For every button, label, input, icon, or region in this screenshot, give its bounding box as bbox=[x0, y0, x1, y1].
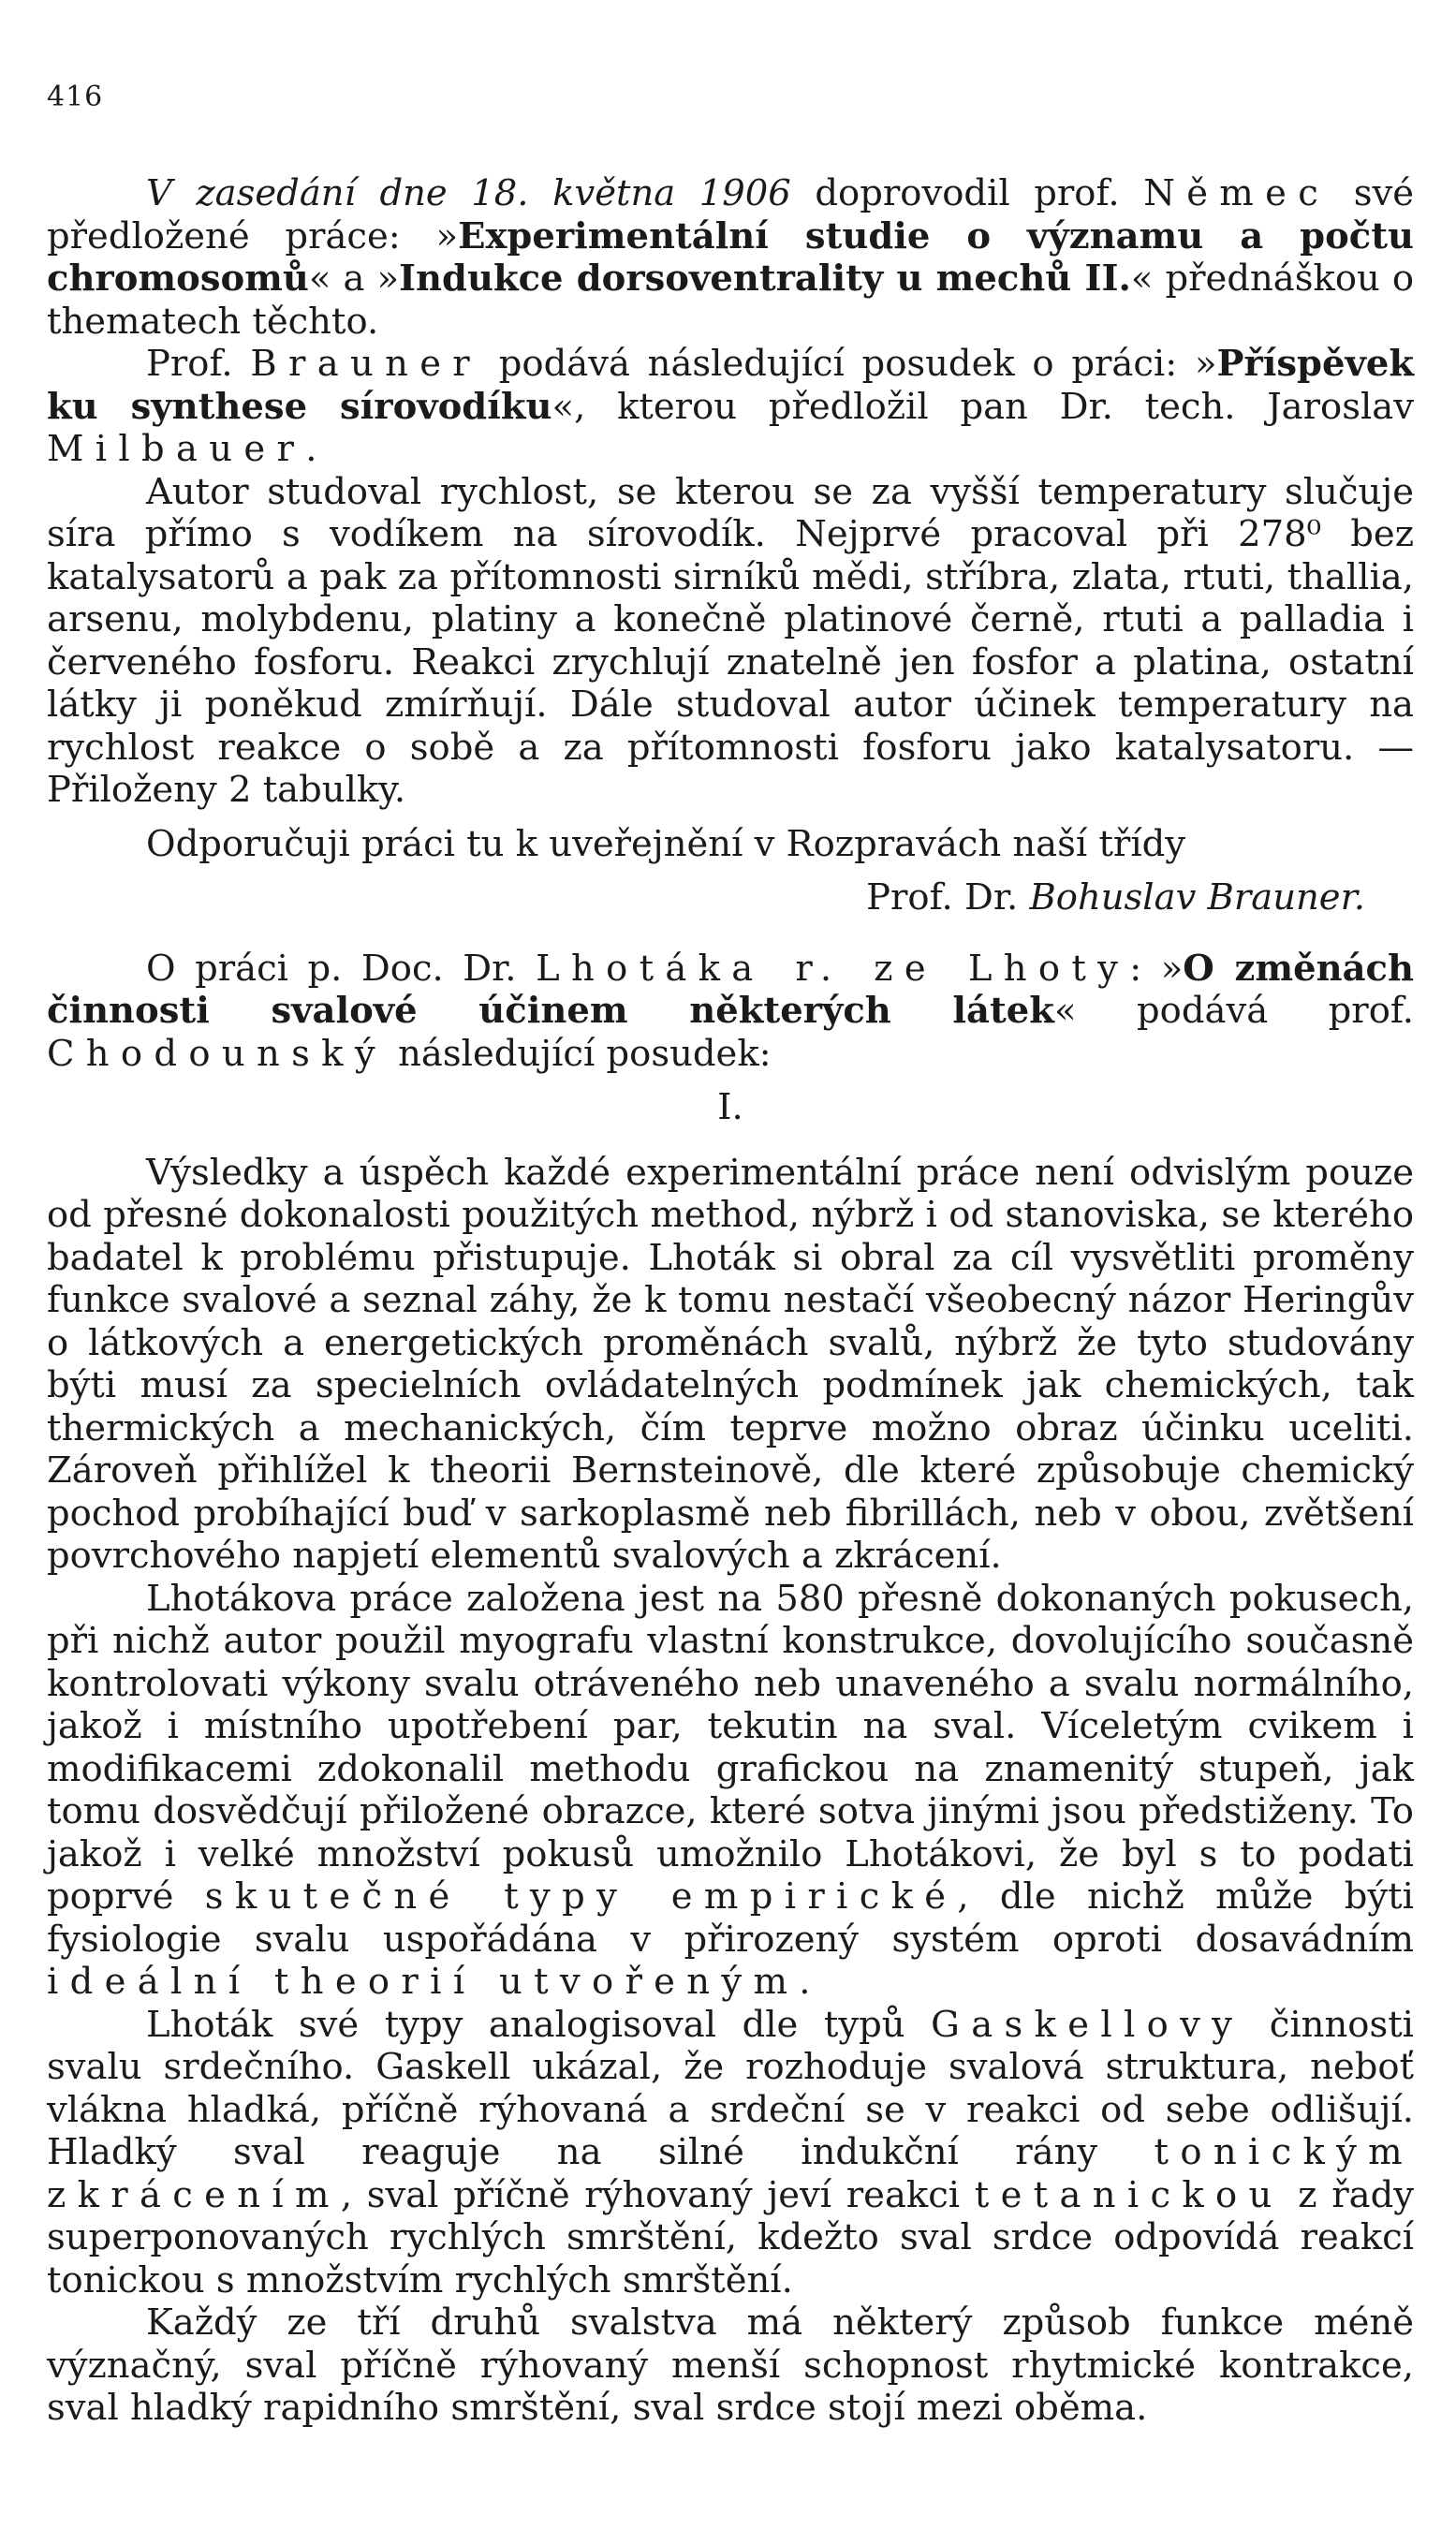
work-title: Příspěvek ku synthese sírovodíku bbox=[47, 343, 1415, 428]
work-title: O změnách činnosti svalové účinem některých látek bbox=[47, 947, 1414, 1032]
paragraph-body: Autor studoval rychlost, se kterou se za vyšší temperatury slučuje síra přímo s vodíkem na sírovodík. Nejprvé pracoval při 278⁰ bez katalysatorů a pak za přítomnosti sirníků mědi, stříbra, zlata, rtuti, thallia, arsenu, molybdenu, platiny a konečně platinové černě, rtuti a palladia i červeného fosforu. Reakci zrychlují znatelně jen fosfor a platina, ostatní látky ji poněkud zmírňují. Dále studoval autor účinek temperatury na rychlost reakce o sobě a za přítomnosti fosforu jako katalysatoru. — Přiloženy 2 tabulky. bbox=[47, 470, 1414, 811]
emphasized-text: tonickým zkrácením bbox=[47, 2131, 1414, 2216]
person-name: Němec bbox=[1143, 172, 1331, 214]
paragraph-body: Lhoták své typy analogisoval dle typů Gaskellovy činnosti svalu srdečního. Gaskell ukázal, že rozhoduje svalová struktura, neboť vlákna hladká, příčně rýhovaná a srdeční se v reakci od sebe odlišují. Hladký sval reaguje na silné indukční rány tonickým zkrácením, sval příčně rýhovaný jeví reakci tetanickou z řady superponovaných rychlých smrštění, kdežto sval srdce odpovídá reakcí tonickou s množstvím rychlých smrštění. bbox=[47, 2003, 1414, 2301]
paragraph-session-report: V zasedání dne 18. května 1906 doprovodil prof. Němec své předložené práce: »Experimentální studie o významu a počtu chromosomů« a »Indukce dorsoventrality u mechů II.« přednáškou o thematech těchto. bbox=[47, 172, 1415, 343]
person-name: Milbauer bbox=[47, 428, 306, 470]
emphasized-text: tetanickou bbox=[974, 2173, 1284, 2216]
session-date: V zasedání dne 18. května 1906 bbox=[146, 172, 791, 214]
signature: Prof. Dr. Bohuslav Brauner. bbox=[866, 876, 1365, 919]
paragraph-body: Každý ze tří druhů svalstva má některý způsob funkce méně význačný, sval příčně rýhovaný menší schopnost rhytmické kontrakce, sval hladký rapidního smrštění, sval srdce stojí mezi oběma. bbox=[47, 2301, 1414, 2429]
person-name: Brauner bbox=[250, 343, 482, 385]
paragraph-recommendation: Odporučuji práci tu k uveřejnění v Rozpravách naší třídy bbox=[146, 822, 1186, 865]
section-number: I. bbox=[717, 1086, 743, 1128]
paragraph-brauner-review: Prof. Brauner podává následující posudek o práci: »Příspěvek ku synthese sírovodíku«, kterou předložil pan Dr. tech. Jaroslav Milbauer. bbox=[47, 343, 1415, 470]
work-title: Experimentální studie o významu a počtu chromosomů bbox=[47, 214, 1414, 300]
paragraph-body: Výsledky a úspěch každé experimentální práce není odvislým pouze od přesné dokonalosti použitých method, nýbrž i od stanoviska, se kterého badatel k problému přistupuje. Lhoták si obral za cíl vysvětliti proměny funkce svalové a seznal záhy, že k tomu nestačí všeobecný názor Heringův o látkových a energetických proměnách svalů, nýbrž že tyto studovány býti musí za specielních ovládatelných podmínek jak chemických, tak thermických a mechanických, čím teprve možno obraz účinku uceliti. Zároveň přihlížel k theorii Bernsteinově, dle které způsobuje chemický pochod probíhající buď v sarkoplasmě neb fibrillách, neb v obou, zvětšení povrchového napjetí elementů svalových a zkrácení. bbox=[47, 1151, 1414, 1577]
paragraph-lhotak-intro: O práci p. Doc. Dr. Lhotáka r. ze Lhoty: »O změnách činnosti svalové účinem některých látek« podává prof. Chodounský následující posudek: bbox=[47, 947, 1414, 1075]
top-block bbox=[47, 172, 1414, 2430]
work-title: Indukce dorsoventrality u mechů II. bbox=[399, 257, 1131, 300]
person-name: Lhotáka r. ze Lhoty bbox=[536, 947, 1130, 990]
paragraph-body: Lhotákova práce založena jest na 580 přesně dokonaných pokusech, při nichž autor použil myografu vlastní konstrukce, dovolujícího současně kontrolovati výkony svalu otráveného neb unaveného a svalu normálního, jakož i místního upotřebení par, tekutin na sval. Víceletým cvikem i modifikacemi zdokonalil methodu grafickou na znamenitý stupeň, jak tomu dosvědčují přiložené obrazce, které sotva jinými jsou předstiženy. To jakož i velké množství pokusů umožnilo Lhotákovi, že byl s to podati poprvé skutečné typy empirické, dle nichž může býti fysiologie svalu uspořádána v přirozený systém oproti dosavádním ideální theorií utvořeným. bbox=[47, 1577, 1414, 2003]
emphasized-text: Gaskellovy bbox=[931, 2003, 1244, 2046]
signature-name: Bohuslav Brauner. bbox=[1029, 876, 1365, 919]
emphasized-text: ideální theorií utvořeným bbox=[47, 1961, 800, 2003]
emphasized-text: skutečné typy empirické bbox=[204, 1875, 958, 1918]
person-name: Chodounský bbox=[47, 1032, 387, 1075]
page-number: 416 bbox=[47, 81, 104, 113]
